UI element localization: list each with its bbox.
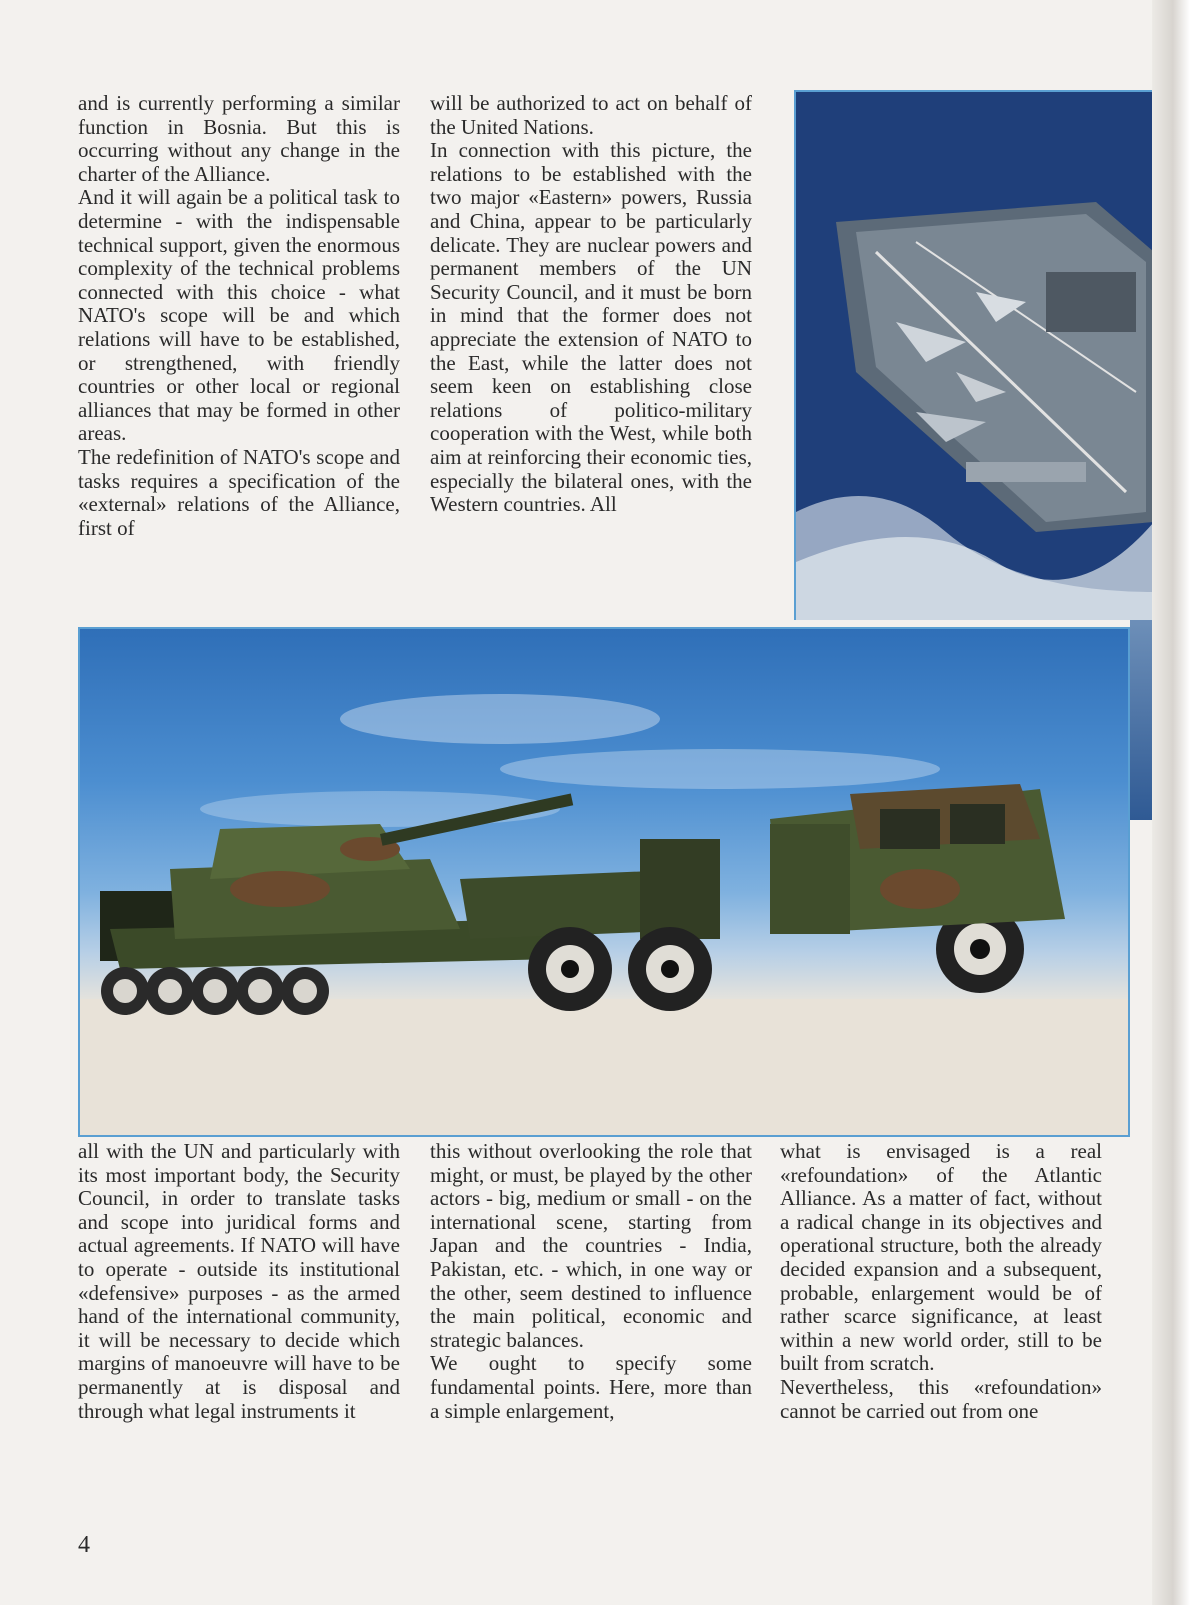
aircraft-carrier-photo-edge bbox=[1130, 620, 1152, 820]
column-top-middle bbox=[430, 92, 752, 517]
paragraph: all with the UN and particularly with its most important body, the Security Council, in order to translate tasks and scope into juridical forms and actual agreements. If NATO will have to operate - outside its institutional «defensive» purposes - as the armed hand of the international community, it will be necessary to decide which margins of manoeuvre will have to be permanently at is disposal and through what legal instruments it bbox=[78, 1139, 400, 1423]
paragraph: and is currently performing a similar function in Bosnia. But this is occurring without any change in the charter of the Alliance. bbox=[78, 91, 400, 186]
page-edge bbox=[1152, 0, 1190, 1605]
column-top-left bbox=[78, 92, 400, 540]
paragraph: what is envisaged is a real «refoundation» of the Atlantic Alliance. As a matter of fact, without a radical change in its objectives and operational structure, both the already decided expansion and a subsequent, probable, enlargement would be of rather scarce significance, at least within a new world order, still to be built from scratch. bbox=[780, 1139, 1102, 1376]
tank-transporter-illustration bbox=[80, 629, 1128, 1135]
paragraph: The redefinition of NATO's scope and tasks requires a specification of the «external» relations of the Alliance, first of bbox=[78, 444, 400, 540]
paragraph: We ought to specify some fundamental points. Here, more than a simple enlargement, bbox=[430, 1351, 752, 1423]
paragraph: this without overlooking the role that might, or must, be played by the other actors - big, medium or small - on the international scene, starting from Japan and the countries - India, Pakistan, etc. - which, in one way or the other, seem destined to influence the main political, economic and strategic balances. bbox=[430, 1139, 752, 1352]
page-number: 4 bbox=[78, 1532, 90, 1558]
paragraph: In connection with this picture, the relations to be established with the two major «Eastern» powers, Russia and China, appear to be particularly delicate. They are nuclear powers and permanent members of the UN Security Council, and it must be born in mind that the former does not appreciate the extension of NATO to the East, while the latter does not seem keen on establishing close relations of politico-military cooperation with the West, while both aim at reinforcing their economic ties, especially the bilateral ones, with the Western countries. All bbox=[430, 138, 752, 517]
aircraft-carrier-photo bbox=[794, 90, 1152, 620]
paragraph: will be authorized to act on behalf of the United Nations. bbox=[430, 91, 752, 139]
paragraph: And it will again be a political task to determine - with the indispensable technical support, given the enormous complexity of the technical problems connected with this choice - what NATO's scope will be and which relations will have to be established, or strengthened, with friendly countries or other local or regional alliances that may be formed in other areas. bbox=[78, 185, 400, 446]
column-bottom-middle bbox=[430, 1140, 752, 1423]
column-bottom-right bbox=[780, 1140, 1102, 1423]
column-bottom-left bbox=[78, 1140, 400, 1423]
aircraft-carrier-illustration bbox=[796, 92, 1152, 620]
paragraph: Nevertheless, this «refoundation» cannot be carried out from one bbox=[780, 1374, 1102, 1423]
tank-transporter-photo bbox=[78, 627, 1130, 1137]
